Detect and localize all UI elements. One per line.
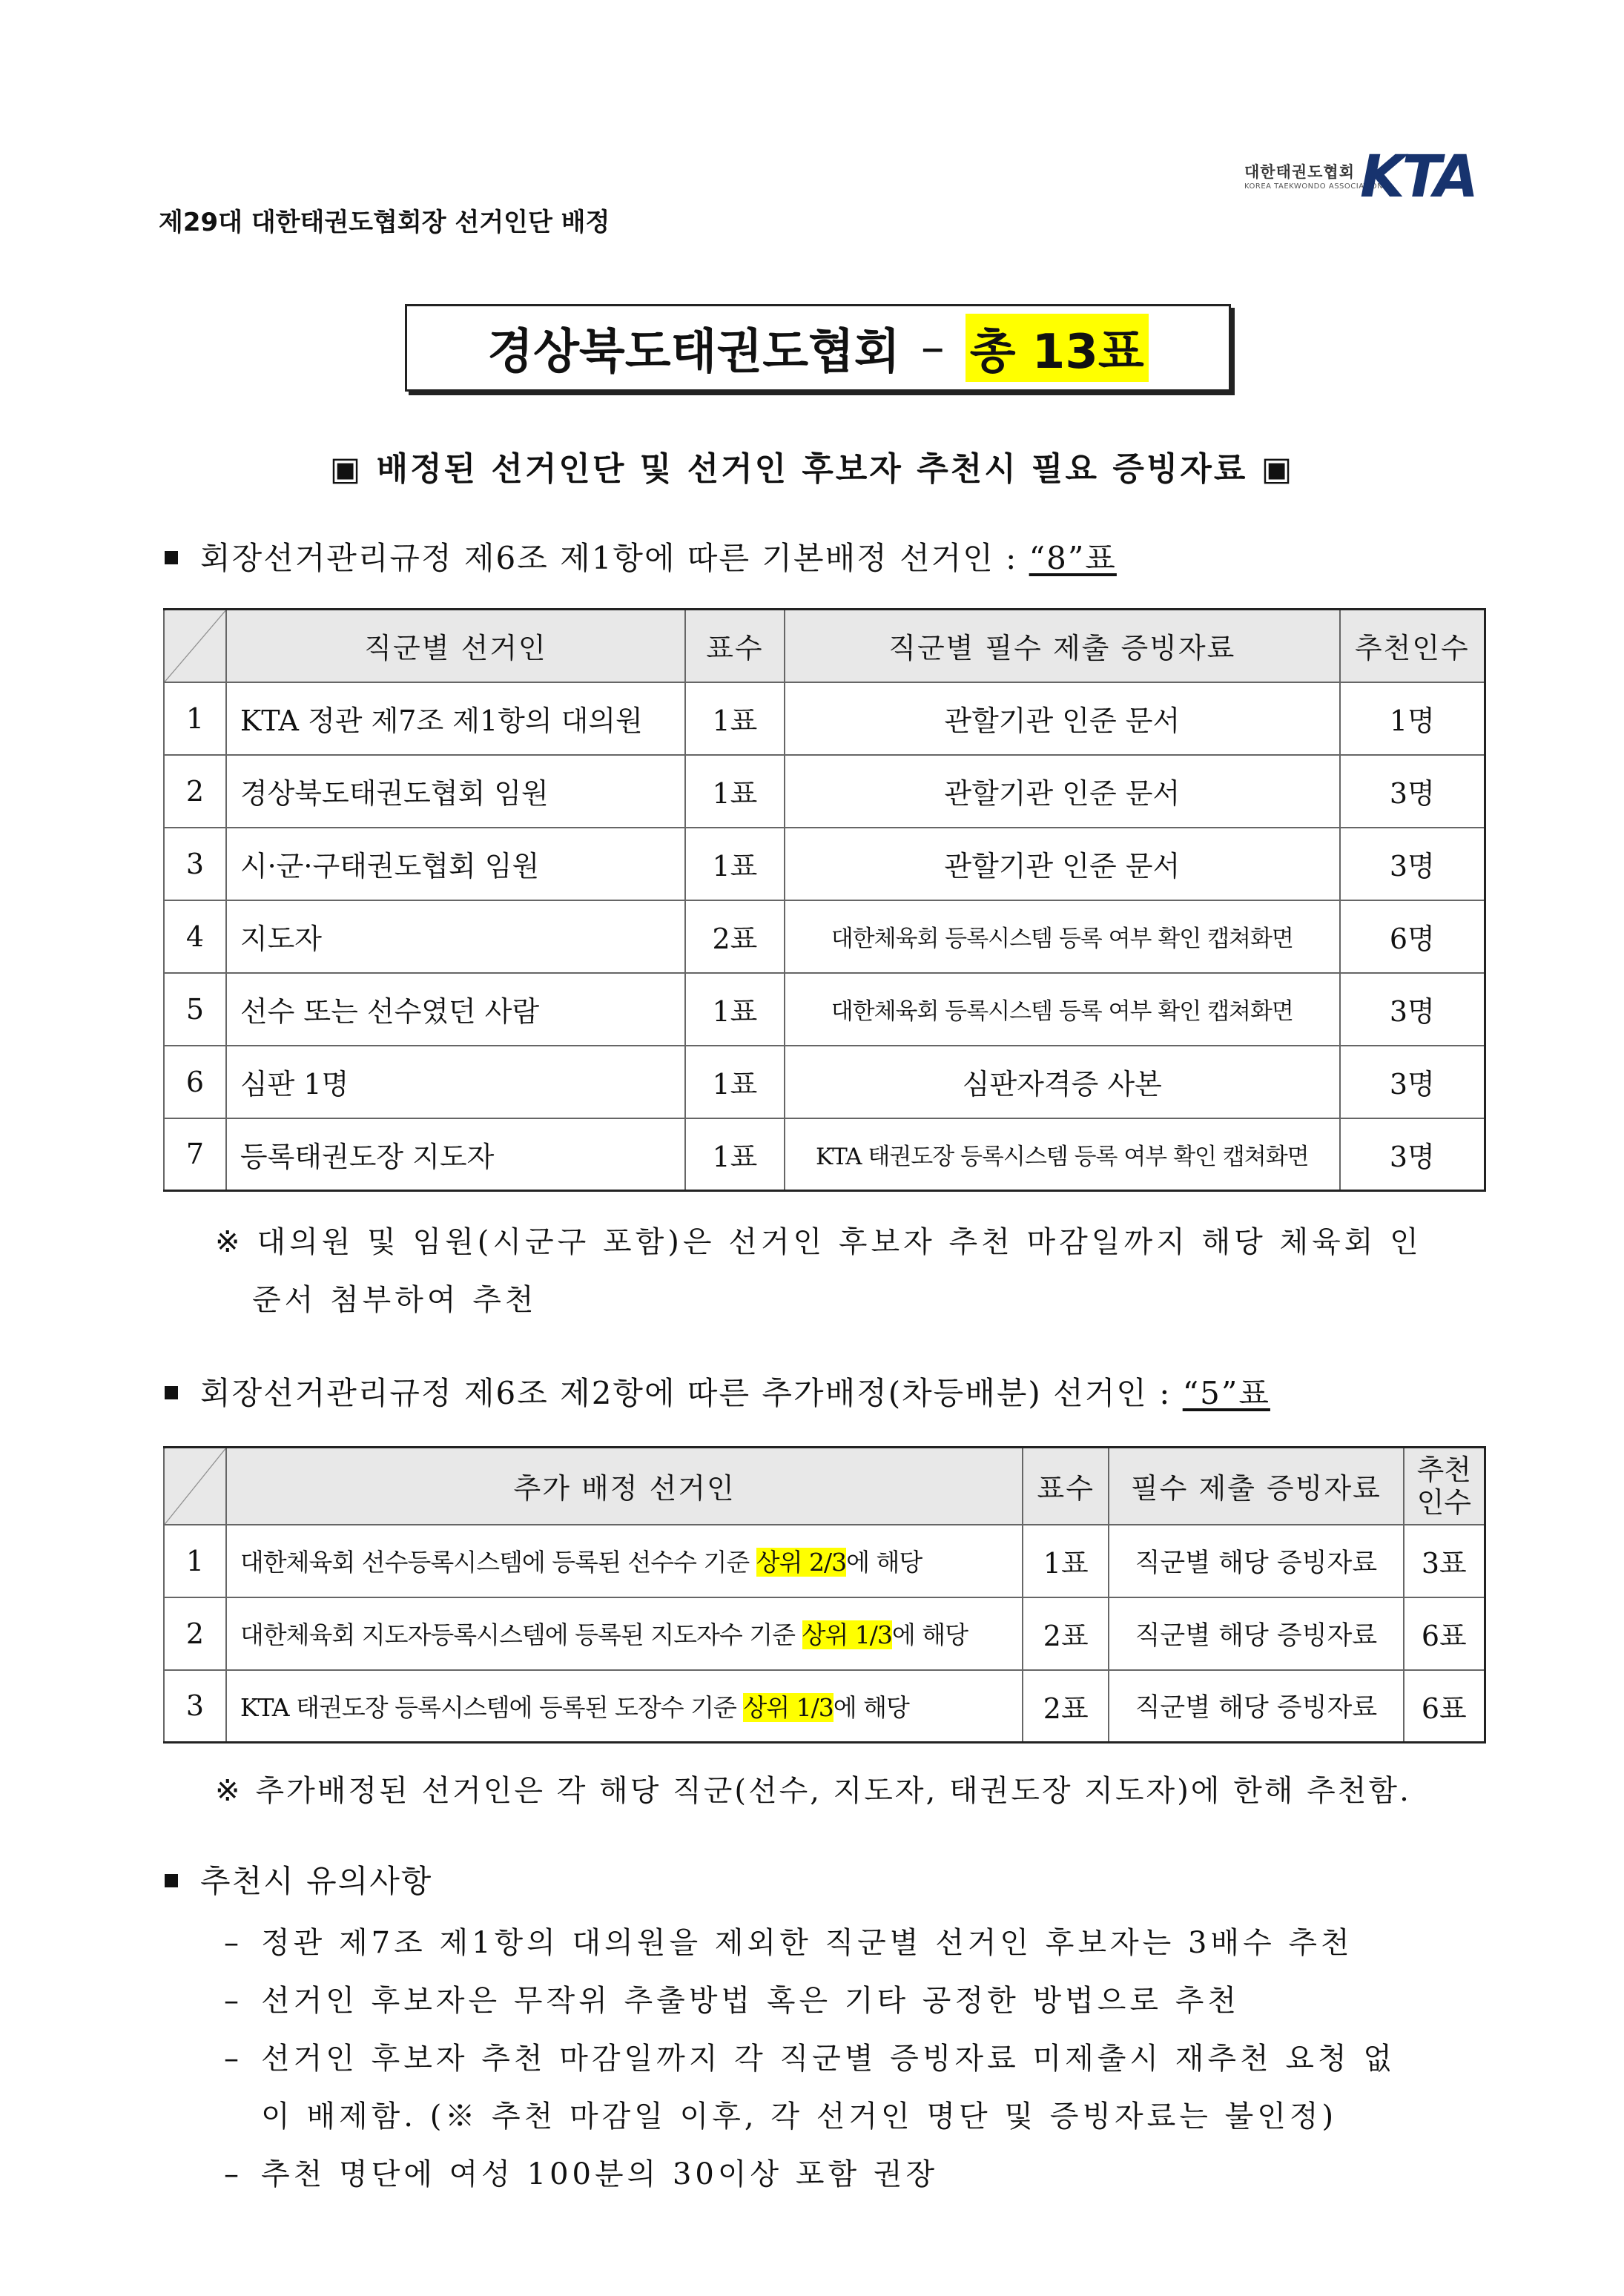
vote-count: 1표	[685, 682, 785, 755]
row-number: 2	[164, 1597, 226, 1670]
title-total: 총 13표	[966, 314, 1149, 382]
table-row	[164, 1046, 1485, 1118]
basic-heading-value: “8”표	[1029, 540, 1117, 576]
column-header: 직군별 필수 제출 증빙자료	[785, 610, 1340, 682]
basic-heading	[165, 534, 1117, 578]
vote-count: 2표	[1023, 1597, 1109, 1670]
square-bullet-icon	[165, 551, 178, 564]
required-document: 대한체육회 등록시스템 등록 여부 확인 캡쳐화면	[785, 900, 1340, 973]
column-header: 추천 인수	[1404, 1448, 1485, 1525]
nominee-count: 3명	[1340, 973, 1485, 1046]
vote-count: 2표	[1023, 1670, 1109, 1743]
elector-group: 선수 또는 선수였던 사람	[226, 973, 685, 1046]
elector-group: 지도자	[226, 900, 685, 973]
highlight: 상위 1/3	[743, 1692, 834, 1722]
title-org: 경상북도태권도협회	[487, 325, 900, 380]
row-number: 7	[164, 1118, 226, 1191]
nominee-count: 3명	[1340, 1046, 1485, 1118]
row-number: 1	[164, 682, 226, 755]
cautions-heading: 추천시 유의사항	[165, 1857, 432, 1901]
nominee-count: 1명	[1340, 682, 1485, 755]
kta-logo	[1237, 144, 1482, 211]
diagonal-header-cell	[164, 1448, 226, 1525]
basic-note-line2: 준서 첨부하여 추천	[252, 1283, 538, 1317]
table-row	[164, 1670, 1485, 1743]
column-header: 직군별 선거인	[226, 610, 685, 682]
row-number: 6	[164, 1046, 226, 1118]
elector-group: 경상북도태권도협회 임원	[226, 755, 685, 828]
additional-heading-value: “5”표	[1182, 1375, 1270, 1411]
table-row	[164, 973, 1485, 1046]
vote-count: 1표	[1023, 1525, 1109, 1597]
row-number: 2	[164, 755, 226, 828]
required-document: 직군별 해당 증빙자료	[1109, 1597, 1403, 1670]
additional-heading	[165, 1369, 1270, 1413]
column-header: 표수	[685, 610, 785, 682]
column-header: 추천인수	[1340, 610, 1485, 682]
nominee-count: 3명	[1340, 1118, 1485, 1191]
basic-heading-text: 회장선거관리규정 제6조 제1항에 따른 기본배정 선거인 :	[200, 540, 1029, 576]
nominee-count: 3명	[1340, 828, 1485, 900]
required-document: 직군별 해당 증빙자료	[1109, 1670, 1403, 1743]
additional-elector: 대한체육회 선수등록시스템에 등록된 선수수 기준 상위 2/3에 해당	[226, 1525, 1023, 1597]
title-separator: –	[920, 320, 945, 375]
row-number: 3	[164, 828, 226, 900]
caution-item: – 추천 명단에 여성 100분의 30이상 포함 권장	[224, 2157, 939, 2191]
basic-allocation-table	[163, 608, 1486, 1192]
table-header-row	[164, 1448, 1485, 1525]
elector-group: 등록태권도장 지도자	[226, 1118, 685, 1191]
caution-item: – 선거인 후보자은 무작위 추출방법 혹은 기타 공정한 방법으로 추천	[224, 1984, 1240, 2018]
table-header-row	[164, 610, 1485, 682]
square-bullet-icon	[165, 1386, 178, 1399]
section-title: ▣ 배정된 선거인단 및 선거인 후보자 추천시 필요 증빙자료 ▣	[329, 450, 1295, 488]
elector-group: 시·군·구태권도협회 임원	[226, 828, 685, 900]
nominee-count: 3명	[1340, 755, 1485, 828]
table-row	[164, 1525, 1485, 1597]
required-document: 대한체육회 등록시스템 등록 여부 확인 캡쳐화면	[785, 973, 1340, 1046]
document-label: 제29대 대한태권도협회장 선거인단 배정	[159, 208, 610, 237]
square-bullet-icon	[165, 1874, 178, 1887]
logo-org-korean: 대한태권도협회	[1244, 163, 1356, 181]
required-document: KTA 태권도장 등록시스템 등록 여부 확인 캡쳐화면	[785, 1118, 1340, 1191]
nominee-count: 6표	[1404, 1670, 1485, 1743]
title-box	[405, 304, 1231, 392]
row-number: 5	[164, 973, 226, 1046]
table-row	[164, 755, 1485, 828]
elector-group: KTA 정관 제7조 제1항의 대의원	[226, 682, 685, 755]
row-number: 3	[164, 1670, 226, 1743]
additional-elector: 대한체육회 지도자등록시스템에 등록된 지도자수 기준 상위 1/3에 해당	[226, 1597, 1023, 1670]
logo-org-english: KOREA TAEKWONDO ASSOCIATION	[1244, 182, 1384, 191]
vote-count: 1표	[685, 828, 785, 900]
highlight: 상위 2/3	[756, 1548, 847, 1577]
required-document: 심판자격증 사본	[785, 1046, 1340, 1118]
nominee-count: 3표	[1404, 1525, 1485, 1597]
logo-mark: KTA	[1360, 144, 1476, 211]
additional-heading-text: 회장선거관리규정 제6조 제2항에 따른 추가배정(차등배분) 선거인 :	[200, 1375, 1183, 1411]
elector-group: 심판 1명	[226, 1046, 685, 1118]
basic-note-line1: ※ 대의원 및 임원(시군구 포함)은 선거인 후보자 추천 마감일까지 해당 체육회 인	[215, 1225, 1422, 1259]
table-row	[164, 682, 1485, 755]
additional-allocation-table	[163, 1446, 1486, 1744]
table-row	[164, 1118, 1485, 1191]
additional-elector: KTA 태권도장 등록시스템에 등록된 도장수 기준 상위 1/3에 해당	[226, 1670, 1023, 1743]
vote-count: 1표	[685, 1046, 785, 1118]
row-number: 1	[164, 1525, 226, 1597]
required-document: 관할기관 인준 문서	[785, 828, 1340, 900]
vote-count: 1표	[685, 755, 785, 828]
highlight: 상위 1/3	[802, 1620, 892, 1649]
diagonal-header-cell	[164, 610, 226, 682]
row-number: 4	[164, 900, 226, 973]
table-row	[164, 900, 1485, 973]
table-row	[164, 828, 1485, 900]
caution-item: – 정관 제7조 제1항의 대의원을 제외한 직군별 선거인 후보자는 3배수 추천	[224, 1926, 1353, 1960]
note-mark: ※	[215, 1774, 242, 1808]
vote-count: 1표	[685, 973, 785, 1046]
column-header: 필수 제출 증빙자료	[1109, 1448, 1403, 1525]
caution-item: – 선거인 후보자 추천 마감일까지 각 직군별 증빙자료 미제출시 재추천 요청 없	[224, 2042, 1396, 2076]
caution-item-continued: 이 배제함. (※ 추천 마감일 이후, 각 선거인 명단 및 증빙자료는 불인정)	[261, 2099, 1338, 2134]
required-document: 관할기관 인준 문서	[785, 682, 1340, 755]
nominee-count: 6명	[1340, 900, 1485, 973]
column-header: 추가 배정 선거인	[226, 1448, 1023, 1525]
required-document: 직군별 해당 증빙자료	[1109, 1525, 1403, 1597]
vote-count: 2표	[685, 900, 785, 973]
column-header: 표수	[1023, 1448, 1109, 1525]
additional-note: ※ 추가배정된 선거인은 각 해당 직군(선수, 지도자, 태권도장 지도자)에 한해 추천함.	[215, 1774, 1411, 1808]
note-mark: ※	[215, 1225, 244, 1259]
nominee-count: 6표	[1404, 1597, 1485, 1670]
required-document: 관할기관 인준 문서	[785, 755, 1340, 828]
vote-count: 1표	[685, 1118, 785, 1191]
table-row	[164, 1597, 1485, 1670]
basic-note	[215, 1213, 1422, 1329]
